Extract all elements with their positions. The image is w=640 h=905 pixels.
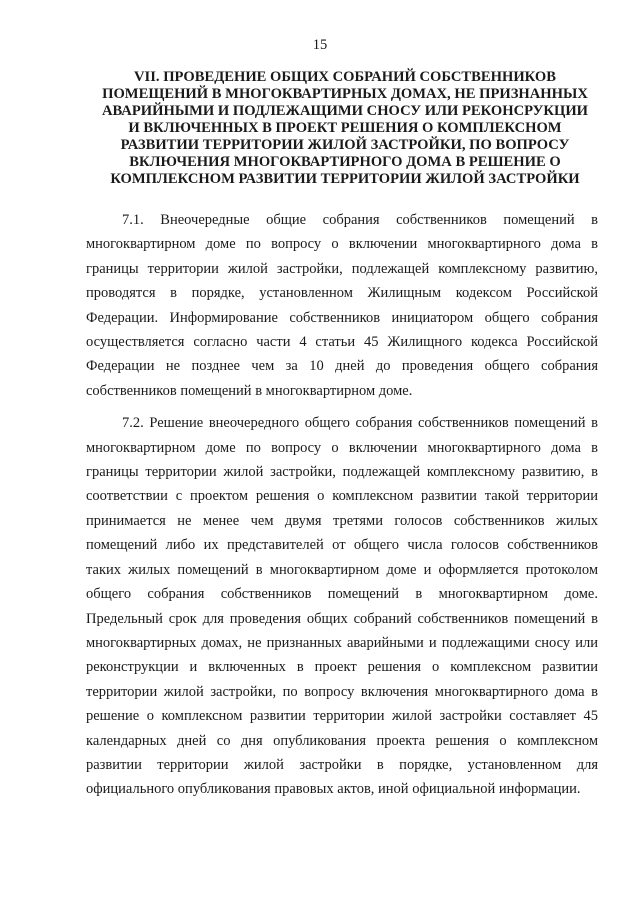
section-heading: VII. ПРОВЕДЕНИЕ ОБЩИХ СОБРАНИЙ СОБСТВЕННИКОВ ПОМЕЩЕНИЙ В МНОГОКВАРТИРНЫХ ДОМАХ, НЕ ПРИЗНАННЫХ АВАРИЙНЫМИ И ПОДЛЕЖАЩИМИ СНОСУ ИЛИ РЕКОНСРУКЦИИ И ВКЛЮЧЕННЫХ В ПРОЕКТ РЕШЕНИЯ О КОМПЛЕКСНОМ РАЗВИТИИ ТЕРРИТОРИИ ЖИЛОЙ ЗАСТРОЙКИ, ПО ВОПРОСУ ВКЛЮЧЕНИЯ МНОГОКВАРТИРНОГО ДОМА В РЕШЕНИЕ О КОМПЛЕКСНОМ РАЗВИТИИ ТЕРРИТОРИИ ЖИЛОЙ ЗАСТРОЙКИ	[101, 69, 589, 187]
paragraph-7-2: 7.2. Решение внеочередного общего собрания собственников помещений в многоквартирном доме по вопросу о включении многоквартирного дома в границы территории жилой застройки, подлежащей комплексному развитию, в соответствии с проектом решения о комплексном развитии такой территории принимается не менее чем двумя третями голосов собственников жилых помещений либо их представителей от общего числа голосов собственников таких жилых помещений в многоквартирном доме и оформляется протоколом общего собрания собственников помещений в многоквартирном доме. Предельный срок для проведения общих собраний собственников помещений в многоквартирных домах, не признанных аварийными и подлежащими сносу или реконструкции и включенных в проект решения о комплексном развитии территории жилой застройки, по вопросу включения многоквартирного дома в решение о комплексном развитии территории жилой застройки составляет 45 календарных дней со дня опубликования проекта решения о комплексном развитии территории жилой застройки в порядке, установленном для официального опубликования правовых актов, иной официальной информации.	[86, 415, 598, 798]
paragraph-7-1: 7.1. Внеочередные общие собрания собственников помещений в многоквартирном доме по вопросу о включении многоквартирного дома в границы территории жилой застройки, подлежащей комплексному развитию, проводятся в порядке, установленном Жилищным кодексом Российской Федерации. Информирование собственников инициатором общего собрания осуществляется согласно части 4 статьи 45 Жилищного кодекса Российской Федерации не позднее чем за 10 дней до проведения общего собрания собственников помещений в многоквартирном доме.	[86, 212, 598, 399]
page-number: 15	[312, 37, 328, 53]
section-body	[86, 208, 598, 810]
